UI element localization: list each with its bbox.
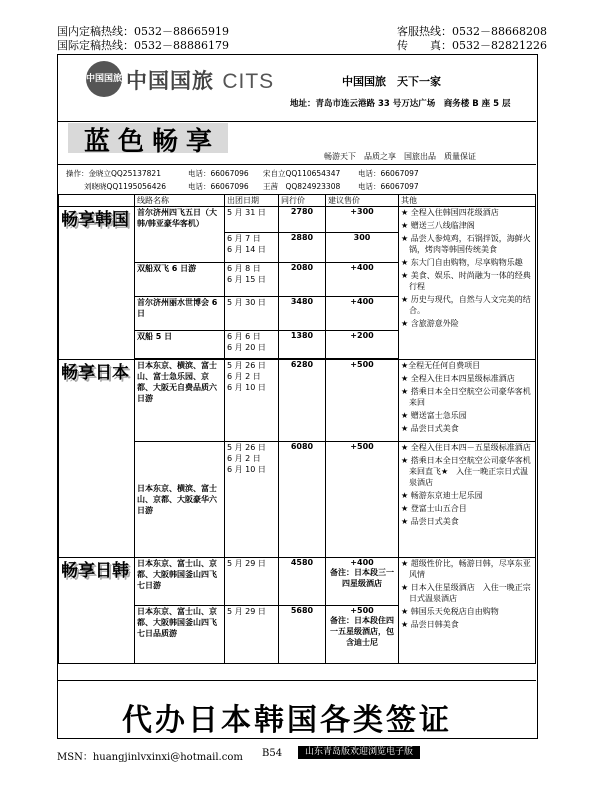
note-item: ★ 品尝日式美食: [401, 424, 459, 433]
header-suggested-price: 建议售价: [326, 195, 399, 207]
note-item: ★ 搭乘日本全日空航空公司豪华客机来回: [401, 387, 531, 407]
peer-price: 6280: [279, 360, 326, 442]
contact-2-name: 宋自立QQ110654347: [263, 169, 341, 178]
route-date: 5 月 30 日: [225, 297, 279, 331]
suggested-price: +300: [326, 207, 399, 233]
address: 地址：青岛市连云港路 33 号万达广场 商务楼 B 座 5 层: [290, 99, 511, 109]
route-date: 5 月 29 日: [225, 558, 279, 606]
note-item: ★ 畅游东京迪士尼乐园: [401, 491, 483, 500]
route-date: 6 月 8 日 6 月 15 日: [225, 263, 279, 297]
route-name: 日本东京、富士山、京都、大阪韩国釜山四飞七日游: [135, 558, 225, 606]
header: [58, 55, 536, 122]
note-item: ★ 含旅游意外险: [401, 319, 459, 328]
note-item: ★ 美食、娱乐、时尚融为一体的经典行程: [401, 271, 531, 291]
suggested-price: [326, 606, 399, 664]
header-region: [59, 195, 135, 207]
contact-3-phone: 电话：66067096: [188, 182, 249, 191]
table-row: [59, 558, 536, 606]
note-item: ★ 全程入住韩国四花级酒店: [401, 208, 499, 217]
note-item: ★ 品尝日式美食: [401, 517, 459, 526]
contact-4-phone: 电话：66067097: [358, 182, 419, 191]
cits-logo-icon: 中国国旅: [86, 61, 122, 97]
note-item: ★ 品尝日韩美食: [401, 620, 459, 629]
banner-title: 蓝色畅享: [84, 127, 221, 157]
contacts-block: [58, 164, 536, 195]
brand-cn: 中国国旅: [126, 69, 214, 93]
contact-4-name: 王茜 QQ824923308: [263, 182, 341, 191]
suggested-price: +500: [326, 442, 399, 558]
brand-en: CITS: [222, 70, 275, 93]
route-date: 5 月 26 日 6 月 2 日 6 月 10 日: [225, 442, 279, 558]
notes-japan-2: [399, 442, 536, 558]
note-item: ★ 全程入住日本四－五星级标准酒店: [401, 443, 531, 452]
flyer-frame: [57, 54, 538, 739]
route-name: 首尔济州丽水世博会 6 日: [135, 297, 225, 331]
region-korea: 畅享韩国: [59, 207, 135, 360]
peer-price: 6080: [279, 442, 326, 558]
note-item: ★ 东大门自由购物，尽享购物乐趣: [401, 258, 523, 267]
price-remark: 备注：日本段住四一五星级酒店，包含迪士尼: [330, 616, 394, 647]
header-other: 其他: [399, 195, 536, 207]
table-row: [59, 360, 536, 442]
note-item: ★ 历史与现代，自然与人文完美的结合。: [401, 295, 531, 315]
peer-price: 1380: [279, 331, 326, 359]
note-item: ★ 全程入住日本四星级标准酒店: [401, 374, 515, 383]
route-name: 双船 5 日: [135, 331, 225, 359]
note-item: ★全程无任何自费项目: [401, 361, 481, 370]
route-date: 6 月 6 日 6 月 20 日: [225, 331, 279, 359]
route-table: [58, 194, 536, 664]
note-item: ★ 赠送三八线临津阁: [401, 221, 475, 230]
page-number: B54: [262, 748, 283, 759]
notes-japan-korea: [399, 558, 536, 664]
fax-number: 传 真：0532－82821226: [397, 39, 547, 52]
suggested-price: 300: [326, 233, 399, 263]
price-value: +400: [350, 558, 374, 567]
route-name: 日本东京、横滨、富士山、富士急乐园、京都、大阪无自费品质六日游: [135, 360, 225, 442]
domestic-hotline: 国内定稿热线：0532－88665919: [57, 25, 229, 38]
notes-japan-1: [399, 360, 536, 442]
service-hotline: 客服热线：0532－88668208: [397, 25, 547, 38]
visa-title: 代办日本韩国各类签证: [122, 703, 452, 738]
price-value: +500: [350, 606, 374, 615]
region-japan-korea: [59, 558, 135, 664]
notes-korea: [399, 207, 536, 360]
banner-tags: 畅游天下 品质之享 国旅出品 质量保证: [324, 152, 476, 161]
visa-section: [58, 680, 536, 737]
note-item: ★ 登富士山五合目: [401, 504, 467, 513]
route-date: 5 月 29 日: [225, 606, 279, 664]
note-item: ★ 品尝人参炖鸡，石锅拌饭，海鲜火锅，烤肉等韩国传统美食: [401, 234, 531, 254]
peer-price: 3480: [279, 297, 326, 331]
suggested-price: +500: [326, 360, 399, 442]
suggested-price: +200: [326, 331, 399, 359]
suggested-price: +400: [326, 297, 399, 331]
suggested-price: +400: [326, 263, 399, 297]
intl-hotline: 国际定稿热线：0532－88886179: [57, 39, 229, 52]
note-item: ★ 日本入住星级酒店 入住一晚正宗日式温泉酒店: [401, 583, 531, 603]
note-item: ★ 韩国乐天免税店自由购物: [401, 607, 499, 616]
footer-site: 山东青岛版欢迎浏览电子版 www.zyoo.net: [298, 746, 420, 759]
table-row: [59, 207, 536, 233]
route-date: 5 月 31 日: [225, 207, 279, 233]
route-name: 日本东京、横滨、富士山、京都、大阪豪华六日游: [135, 442, 225, 558]
peer-price: 2080: [279, 263, 326, 297]
header-date: 出团日期: [225, 195, 279, 207]
peer-price: 2780: [279, 207, 326, 233]
route-date: 5 月 26 日 6 月 2 日 6 月 10 日: [225, 360, 279, 442]
contact-3-name: 刘晓晓QQ1195056426: [84, 182, 167, 191]
brand-name: [126, 65, 274, 95]
suggested-price: [326, 558, 399, 606]
route-date: 6 月 7 日 6 月 14 日: [225, 233, 279, 263]
region-japan-korea-label: 畅享日韩: [61, 561, 129, 581]
peer-price: 4580: [279, 558, 326, 606]
region-japan: 畅享日本: [59, 360, 135, 558]
peer-price: 2880: [279, 233, 326, 263]
header-peer-price: 同行价: [279, 195, 326, 207]
price-remark: 备注：日本段三一四星级酒店: [330, 568, 394, 588]
table-header: [59, 195, 536, 207]
contact-1-name: 操作：金晓立QQ25137821: [66, 169, 161, 178]
note-item: ★ 赠送富士急乐园: [401, 411, 467, 420]
route-name: 日本东京、富士山、京都、大阪韩国釜山四飞七日品质游: [135, 606, 225, 664]
peer-price: 5680: [279, 606, 326, 664]
contact-2-phone: 电话：66067097: [358, 169, 419, 178]
slogan: 中国国旅 天下一家: [342, 75, 441, 88]
header-route: 线路名称: [135, 195, 225, 207]
note-item: ★ 搭乘日本全日空航空公司豪华客机来回直飞★ 入住一晚正宗日式温泉酒店: [401, 456, 531, 487]
note-item: ★ 超级性价比，畅游日韩，尽享东亚风情: [401, 559, 531, 579]
route-name: 双船双飞 6 日游: [135, 263, 225, 297]
route-name: 首尔济州四飞五日（大韩/韩亚豪华客机）: [135, 207, 225, 263]
footer-msn: MSN：huangjinlvxinxi@hotmail.com: [57, 752, 243, 763]
contact-1-phone: 电话：66067096: [188, 169, 249, 178]
